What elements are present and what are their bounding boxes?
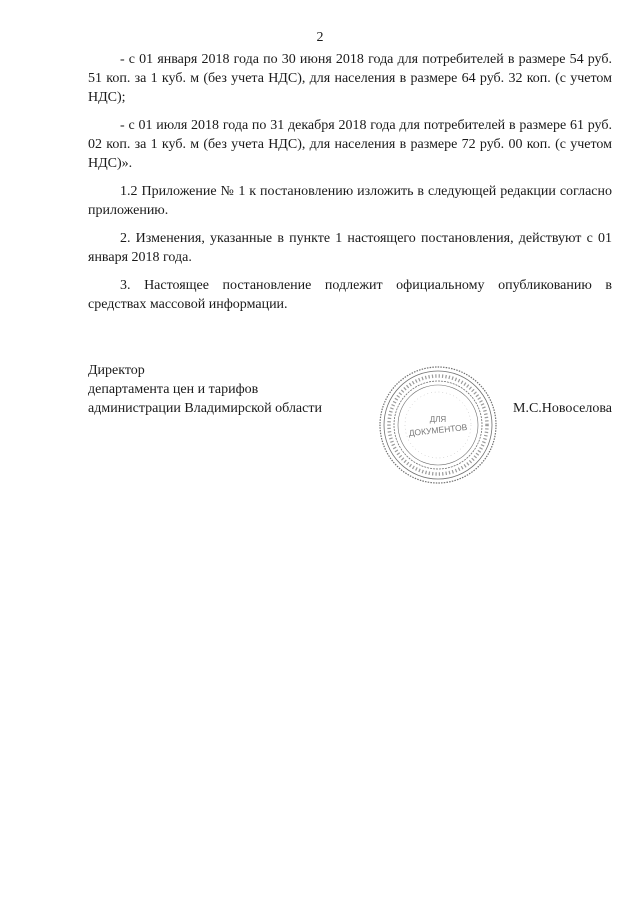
signatory-title-line: администрации Владимирской области bbox=[88, 401, 322, 416]
signatory-title-line: департамента цен и тарифов bbox=[88, 382, 259, 397]
signatory-title bbox=[88, 361, 322, 418]
signatory-title-line: Директор bbox=[88, 363, 145, 378]
paragraph-effective-date: 2. Изменения, указанные в пункте 1 настоящего постановления, действуют с 01 января 2018 года. bbox=[88, 231, 612, 265]
official-seal-stamp bbox=[377, 364, 499, 486]
paragraph-tariff-second-half: - с 01 июля 2018 года по 31 декабря 2018 года для потребителей в размере 61 руб. 02 коп. за 1 куб. м (без учета НДС), для населения в размере 72 руб. 00 коп. (с учетом НДС)». bbox=[88, 118, 612, 171]
paragraph-publication: 3. Настоящее постановление подлежит официальному опубликованию в средствах массовой информации. bbox=[88, 278, 612, 312]
signatory-name: М.С.Новоселова bbox=[513, 401, 612, 416]
page-number: 2 bbox=[316, 30, 324, 45]
document-body bbox=[88, 50, 612, 323]
signature-block bbox=[88, 361, 612, 501]
paragraph-appendix: 1.2 Приложение № 1 к постановлению изложить в следующей редакции согласно приложению. bbox=[88, 184, 612, 218]
seal-inner-text-bottom: ДОКУМЕНТОВ bbox=[408, 421, 468, 439]
paragraph-tariff-first-half: - с 01 января 2018 года по 30 июня 2018 года для потребителей в размере 54 руб. 51 коп. за 1 куб. м (без учета НДС), для населения в размере 64 руб. 32 коп. (с учетом НДС); bbox=[88, 52, 612, 105]
seal-inner-text-top: ДЛЯ bbox=[429, 415, 447, 424]
